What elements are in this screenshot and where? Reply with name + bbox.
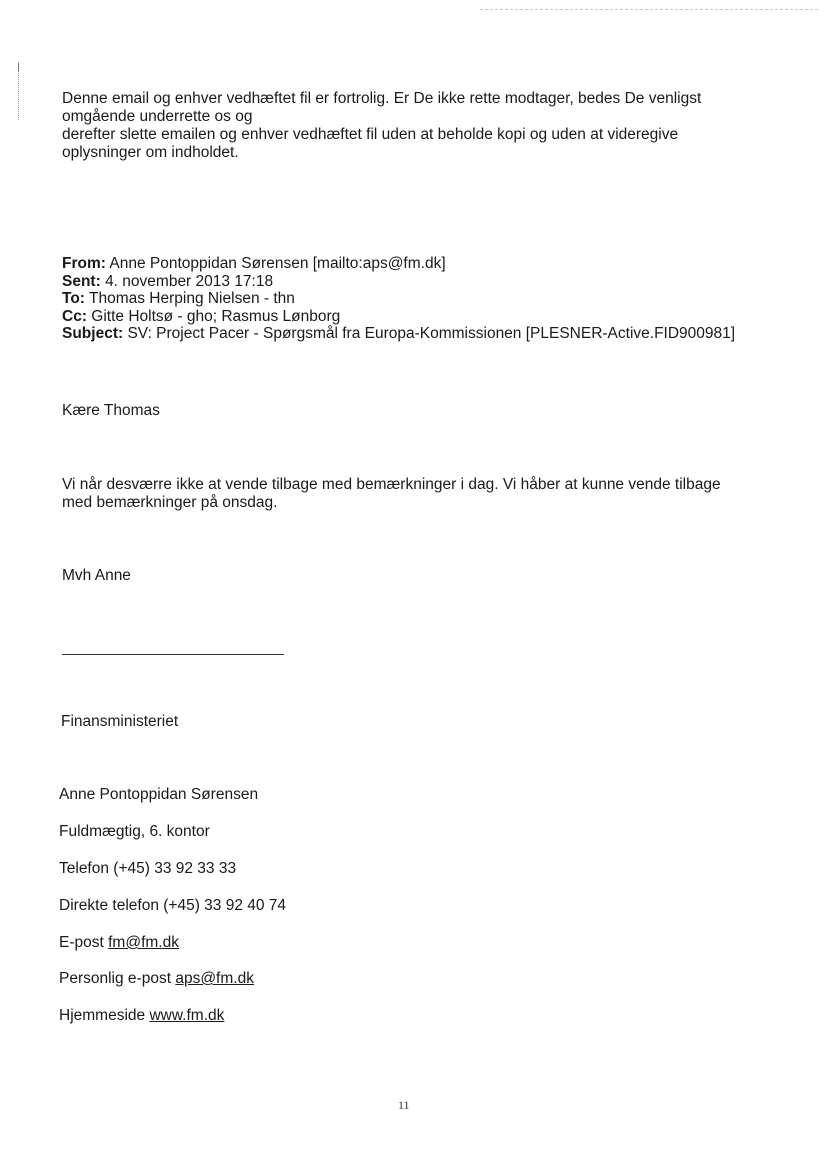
cc-value: Gitte Holtsø - gho; Rasmus Lønborg <box>91 307 341 325</box>
disclaimer-line: oplysninger om indholdet. <box>62 144 239 161</box>
signature-organization: Finansministeriet <box>61 713 179 730</box>
page-number: 11 <box>398 1098 410 1112</box>
to-label: To: <box>62 290 85 307</box>
disclaimer-line: derefter slette emailen og enhver vedhæftet fil uden at beholde kopi og uden at videregive <box>62 126 679 143</box>
greeting: Kære Thomas <box>62 402 160 419</box>
signoff: Mvh Anne <box>62 567 131 584</box>
to-row <box>62 290 802 308</box>
signature-direct-phone: Direkte telefon (+45) 33 92 40 74 <box>59 897 287 914</box>
sent-row <box>62 273 802 291</box>
subject-row <box>62 325 802 343</box>
personal-email-link[interactable]: aps@fm.dk <box>175 970 254 987</box>
email-link[interactable]: fm@fm.dk <box>108 934 179 951</box>
signature-phone: Telefon (+45) 33 92 33 33 <box>59 860 237 877</box>
disclaimer-line: omgående underrette os og <box>62 108 253 125</box>
confidentiality-disclaimer <box>62 90 782 162</box>
signature-email-label: E-post <box>59 934 104 951</box>
disclaimer-line: Denne email og enhver vedhæftet fil er fortrolig. Er De ikke rette modtager, bedes De venligst <box>62 90 702 107</box>
signature-name: Anne Pontoppidan Sørensen <box>59 786 259 803</box>
website-link[interactable]: www.fm.dk <box>149 1007 225 1024</box>
cc-row <box>62 308 802 326</box>
signature-website-row <box>59 1007 224 1025</box>
signature-personal-email-row <box>59 970 254 988</box>
from-value: Anne Pontoppidan Sørensen [mailto:aps@fm.dk] <box>109 255 446 272</box>
scan-artifact-top-line <box>480 9 818 10</box>
from-row <box>62 255 802 273</box>
message-body <box>62 476 762 512</box>
message-body-line: Vi når desværre ikke at vende tilbage med bemærkninger i dag. Vi håber at kunne vende tilbage <box>62 476 721 493</box>
scan-artifact-left-dots <box>18 62 19 120</box>
signature-divider <box>62 654 284 655</box>
sent-label: Sent: <box>62 272 101 290</box>
signature-title: Fuldmægtig, 6. kontor <box>59 823 210 840</box>
signature-personal-email-label: Personlig e-post <box>59 970 172 987</box>
subject-value: SV: Project Pacer - Spørgsmål fra Europa-Kommissionen [PLESNER-Active.FID900981] <box>127 325 736 342</box>
signature-email-row <box>59 934 179 952</box>
from-label: From: <box>62 255 106 272</box>
message-body-line: med bemærkninger på onsdag. <box>62 494 278 511</box>
signature-website-label: Hjemmeside <box>59 1007 146 1024</box>
email-header-block <box>62 255 802 343</box>
sent-value: 4. november 2013 17:18 <box>105 272 274 290</box>
cc-label: Cc: <box>62 307 87 325</box>
subject-label: Subject: <box>62 325 124 342</box>
to-value: Thomas Herping Nielsen - thn <box>88 290 295 307</box>
